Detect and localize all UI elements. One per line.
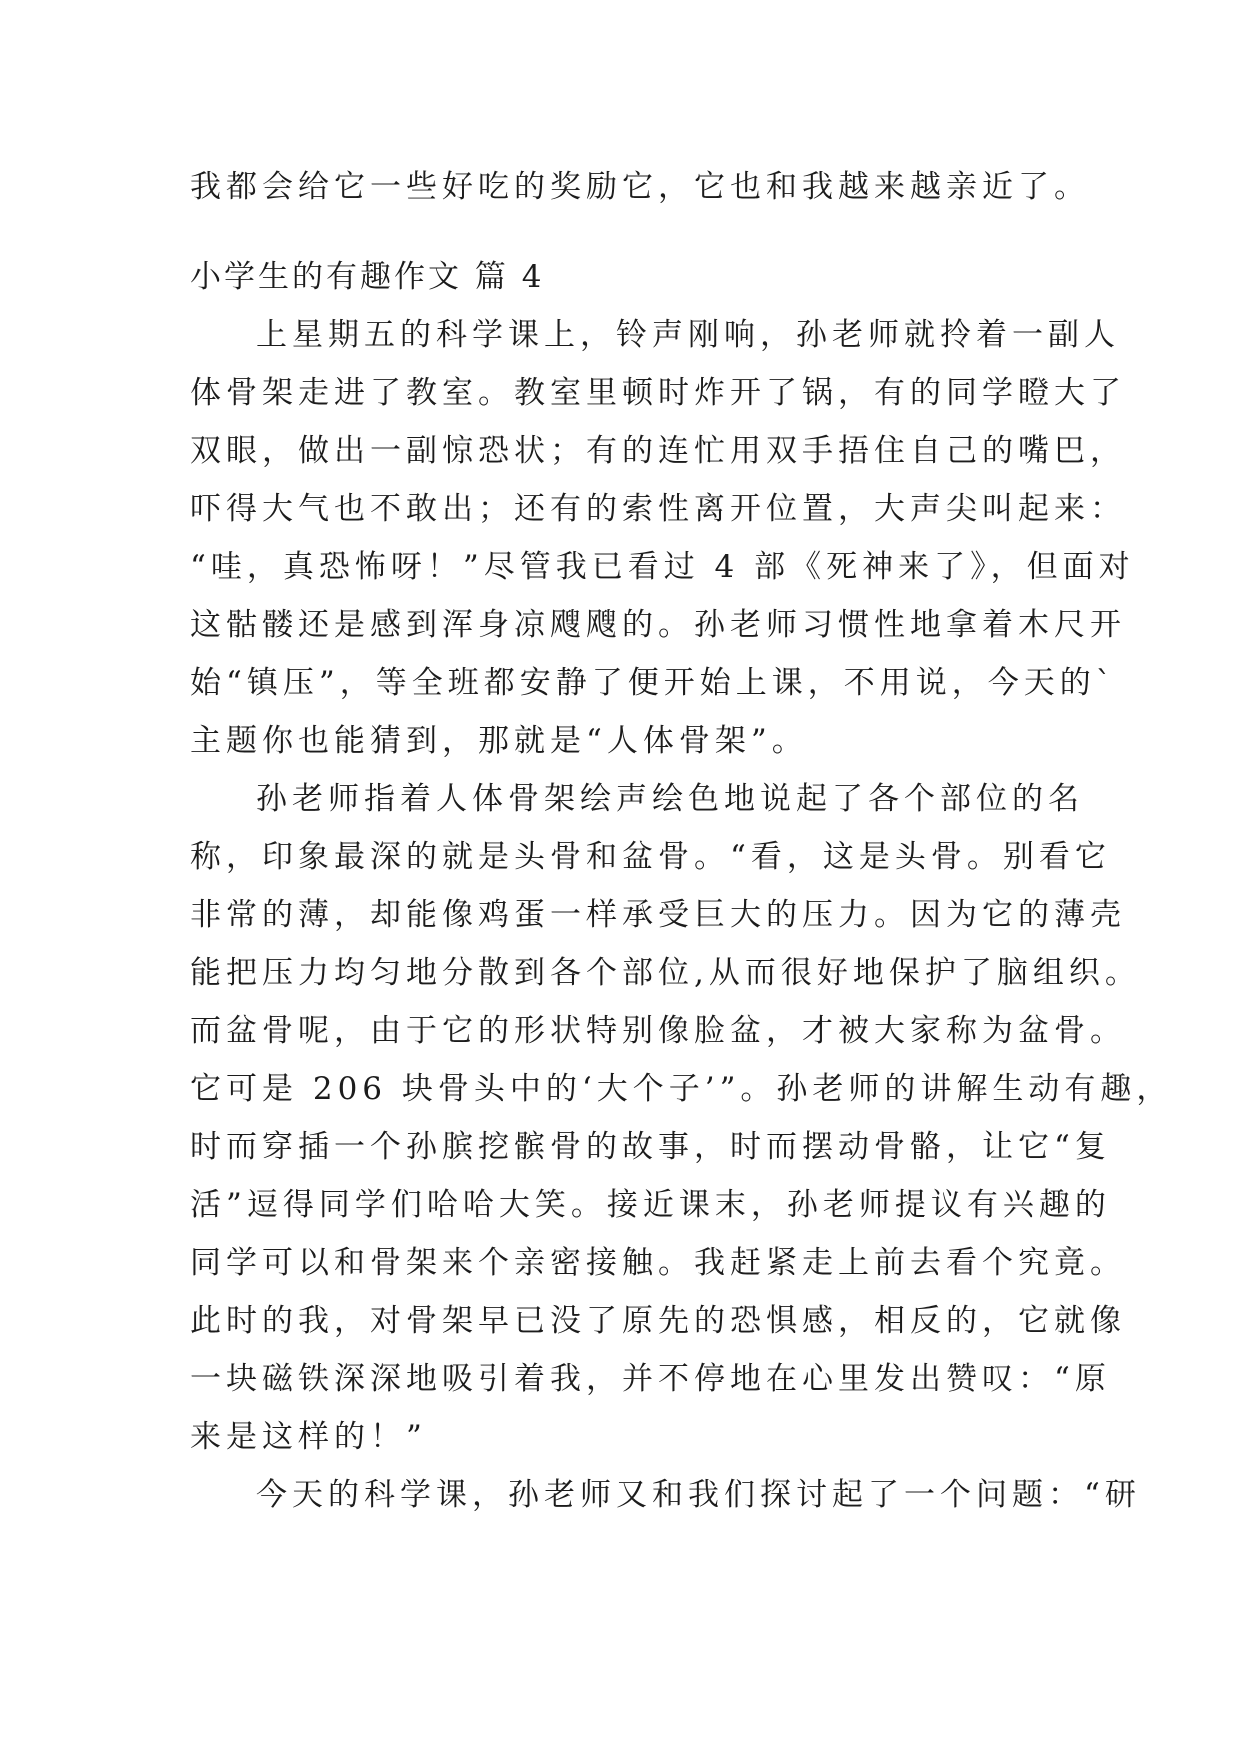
text-line: 吓得大气也不敢出；还有的索性离开位置，大声尖叫起来： <box>190 491 1126 527</box>
text-line: “哇，真恐怖呀！”尽管我已看过 4 部《死神来了》，但面对 <box>190 549 1135 585</box>
text-line: 时而穿插一个孙膑挖髌骨的故事，时而摆动骨骼，让它“复 <box>190 1129 1111 1165</box>
paragraph-gap <box>190 216 1070 236</box>
text-line: 今天的科学课，孙老师又和我们探讨起了一个问题：“研 <box>256 1477 1141 1513</box>
text-line: 此时的我，对骨架早已没了原先的恐惧感，相反的，它就像 <box>190 1303 1126 1339</box>
text-line: 称，印象最深的就是头骨和盆骨。“看，这是头骨。别看它 <box>190 839 1111 875</box>
text-line: 它可是 206 块骨头中的‘大个子’”。孙老师的讲解生动有趣， <box>190 1071 1173 1107</box>
text-line: 主题你也能猜到，那就是“人体骨架”。 <box>190 723 808 759</box>
text-line: 活”逗得同学们哈哈大笑。接近课末，孙老师提议有兴趣的 <box>190 1187 1111 1223</box>
text-line: 这骷髅还是感到浑身凉飕飕的。孙老师习惯性地拿着木尺开 <box>190 607 1126 643</box>
document-body <box>190 158 1173 1524</box>
text-line: 体骨架走进了教室。教室里顿时炸开了锅，有的同学瞪大了 <box>190 375 1126 411</box>
text-line: 始“镇压”，等全班都安静了便开始上课，不用说，今天的` <box>190 665 1117 701</box>
text-line: 而盆骨呢，由于它的形状特别像脸盆，才被大家称为盆骨。 <box>190 1013 1126 1049</box>
section-heading: 小学生的有趣作文 篇 4 <box>190 259 545 295</box>
text-line: 上星期五的科学课上，铃声刚响，孙老师就拎着一副人 <box>256 317 1120 353</box>
text-line: 来是这样的！” <box>190 1419 427 1455</box>
text-line: 一块磁铁深深地吸引着我，并不停地在心里发出赞叹：“原 <box>190 1361 1111 1397</box>
text-line: 能把压力均匀地分散到各个部位,从而很好地保护了脑组织。 <box>190 955 1141 991</box>
text-line: 同学可以和骨架来个亲密接触。我赶紧走上前去看个究竟。 <box>190 1245 1126 1281</box>
text-line: 孙老师指着人体骨架绘声绘色地说起了各个部位的名 <box>256 781 1084 817</box>
text-line: 双眼，做出一副惊恐状；有的连忙用双手捂住自己的嘴巴， <box>190 433 1126 469</box>
text-line: 我都会给它一些好吃的奖励它，它也和我越来越亲近了。 <box>190 169 1090 205</box>
text-line: 非常的薄，却能像鸡蛋一样承受巨大的压力。因为它的薄壳 <box>190 897 1126 933</box>
